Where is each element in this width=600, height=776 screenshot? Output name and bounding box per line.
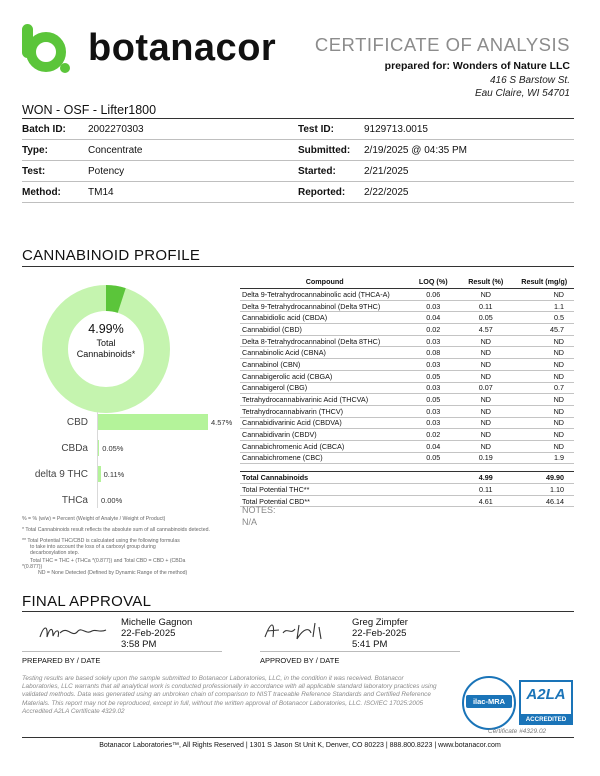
donut-value: 4.99%: [88, 322, 124, 336]
test-label: Test:: [22, 166, 46, 177]
a2la-badge-label: A2LA: [526, 686, 566, 703]
batch-id-value: 2002270303: [88, 124, 144, 135]
reported-value: 2/22/2025: [364, 187, 409, 198]
loq-cell: 0.02: [409, 429, 457, 441]
table-row: [240, 335, 574, 347]
bar-value-label: 4.57%: [211, 418, 233, 427]
result-mgg-cell: 46.14: [514, 495, 574, 507]
table-row: [240, 289, 574, 301]
type-value: Concentrate: [88, 145, 143, 156]
loq-cell: 0.03: [409, 382, 457, 394]
loq-cell: 0.04: [409, 312, 457, 324]
table-row: [240, 359, 574, 371]
divider: [22, 160, 574, 161]
compound-cell: Cannabichromenic Acid (CBCA): [240, 440, 409, 452]
compound-cell: Total Potential CBD**: [240, 495, 409, 507]
ilac-badge: [462, 676, 516, 730]
signature-1-image: [38, 621, 108, 643]
bar-label: CBD: [66, 417, 88, 428]
prepared-for: prepared for: Wonders of Nature LLC: [384, 60, 570, 72]
loq-cell: 0.02: [409, 324, 457, 336]
signature-1-time: 3:58 PM: [121, 639, 157, 650]
divider: [22, 266, 574, 267]
batch-id-label: Batch ID:: [22, 124, 66, 135]
table-row: [240, 370, 574, 382]
compound-cell: Cannabidivarin (CBDV): [240, 429, 409, 441]
signature-2-name: Greg Zimpfer: [352, 617, 408, 628]
result-mgg-cell: ND: [514, 289, 574, 301]
compound-cell: Delta 8-Tetrahydrocannabinol (Delta 8THC): [240, 335, 409, 347]
result-pct-cell: ND: [457, 417, 514, 429]
signature-2-image: [261, 619, 331, 643]
table-row: [240, 324, 574, 336]
brand-name: botanacor: [88, 27, 277, 69]
table-row: [240, 405, 574, 417]
result-pct-cell: 4.99: [457, 472, 514, 484]
col-loq: LOQ (%): [409, 275, 457, 289]
result-pct-cell: ND: [457, 370, 514, 382]
document-title: CERTIFICATE OF ANALYSIS: [314, 34, 570, 55]
botanacor-logo-icon: [20, 22, 72, 74]
footnote: ND = None Detected (Defined by Dynamic Range of the method): [38, 570, 188, 576]
compound-cell: Tetrahydrocannabivarin (THCV): [240, 405, 409, 417]
address-line-1: 416 S Barstow St.: [489, 75, 570, 86]
cannabinoid-bar-chart: [10, 414, 235, 514]
bar: [98, 466, 101, 482]
certificate-number: Certificate #4329.02: [488, 728, 547, 735]
donut-label-2: Cannabinoids*: [76, 349, 136, 359]
table-row: [240, 394, 574, 406]
table-row: [240, 312, 574, 324]
profile-title: CANNABINOID PROFILE: [22, 247, 201, 264]
signature-2-line: [260, 651, 460, 652]
result-pct-cell: ND: [457, 394, 514, 406]
divider: [22, 202, 574, 203]
table-row: [240, 417, 574, 429]
result-pct-cell: ND: [457, 347, 514, 359]
result-mgg-cell: 45.7: [514, 324, 574, 336]
bar-axis: [97, 412, 98, 508]
result-pct-cell: [457, 464, 514, 472]
result-mgg-cell: [514, 464, 574, 472]
loq-cell: 0.06: [409, 289, 457, 301]
footnote: *(0.877)): [22, 564, 43, 570]
results-table: [240, 275, 574, 507]
result-pct-cell: 0.05: [457, 312, 514, 324]
bar-label: delta 9 THC: [34, 469, 88, 480]
signature-1-line: [22, 651, 222, 652]
result-mgg-cell: 49.90: [514, 472, 574, 484]
table-row: [240, 382, 574, 394]
test-id-label: Test ID:: [298, 124, 334, 135]
loq-cell: 0.05: [409, 452, 457, 464]
signature-1-name: Michelle Gagnon: [121, 617, 193, 628]
result-mgg-cell: ND: [514, 370, 574, 382]
result-pct-cell: 4.57: [457, 324, 514, 336]
table-row: [240, 347, 574, 359]
compound-cell: Delta 9-Tetrahydrocannabinolic acid (THCA-A): [240, 289, 409, 301]
result-mgg-cell: 1.1: [514, 300, 574, 312]
signature-2-time: 5:41 PM: [352, 639, 388, 650]
loq-cell: [409, 484, 457, 496]
footnote: decarboxylation step.: [30, 550, 80, 556]
result-mgg-cell: 1.9: [514, 452, 574, 464]
divider: [22, 139, 574, 140]
result-pct-cell: ND: [457, 335, 514, 347]
footnote: to take into account the loss of a carboxyl group during: [30, 544, 156, 550]
signature-1-date: 22-Feb-2025: [121, 628, 176, 639]
divider: [22, 737, 574, 738]
result-mgg-cell: 0.5: [514, 312, 574, 324]
total-row: [240, 484, 574, 496]
loq-cell: 0.03: [409, 335, 457, 347]
result-mgg-cell: ND: [514, 440, 574, 452]
table-header-row: [240, 275, 574, 289]
test-id-value: 9129713.0015: [364, 124, 428, 135]
footnote: * Total Cannabinoids result reflects the absolute sum of all cannabinoids detected.: [22, 527, 210, 533]
result-pct-cell: 0.11: [457, 300, 514, 312]
compound-cell: Cannabidiolic acid (CBDA): [240, 312, 409, 324]
test-value: Potency: [88, 166, 125, 177]
compound-cell: Cannabigerolic acid (CBGA): [240, 370, 409, 382]
table-row: [240, 452, 574, 464]
col-result-pct: Result (%): [457, 275, 514, 289]
result-pct-cell: ND: [457, 405, 514, 417]
bar-value-label: 0.05%: [102, 444, 124, 453]
divider: [22, 118, 574, 119]
table-row: [240, 300, 574, 312]
loq-cell: 0.05: [409, 394, 457, 406]
bar: [98, 414, 208, 430]
compound-cell: Total Potential THC**: [240, 484, 409, 496]
signature-2-date: 22-Feb-2025: [352, 628, 407, 639]
footer-text: Botanacor Laboratories™, All Rights Reserved | 1301 S Jason St Unit K, Denver, CO 80223 | 888.800.8223 | www.botanacor.com: [99, 742, 501, 749]
col-compound: Compound: [240, 275, 409, 289]
submitted-label: Submitted:: [298, 145, 351, 156]
table-spacer-row: [240, 464, 574, 472]
loq-cell: 0.08: [409, 347, 457, 359]
donut-label-1: Total: [96, 338, 116, 348]
approved-by-label: APPROVED BY / DATE: [260, 656, 340, 665]
result-mgg-cell: ND: [514, 347, 574, 359]
loq-cell: 0.03: [409, 300, 457, 312]
bar-value-label: 0.11%: [103, 470, 125, 479]
result-mgg-cell: 0.7: [514, 382, 574, 394]
col-result-mgg: Result (mg/g): [514, 275, 574, 289]
divider: [22, 181, 574, 182]
footnote: Total THC = THC + (THCa *(0.877)) and Total CBD = CBD + (CBDa: [30, 558, 186, 564]
result-mgg-cell: ND: [514, 394, 574, 406]
submitted-value: 2/19/2025 @ 04:35 PM: [364, 145, 467, 156]
loq-cell: 0.04: [409, 440, 457, 452]
loq-cell: [409, 495, 457, 507]
compound-cell: Tetrahydrocannabivarinic Acid (THCVA): [240, 394, 409, 406]
loq-cell: 0.03: [409, 405, 457, 417]
result-mgg-cell: 1.10: [514, 484, 574, 496]
result-pct-cell: ND: [457, 289, 514, 301]
approval-title: FINAL APPROVAL: [22, 593, 152, 610]
donut-arc: [106, 298, 122, 300]
result-mgg-cell: ND: [514, 429, 574, 441]
compound-cell: [240, 464, 409, 472]
notes-label: NOTES:: [242, 505, 276, 515]
result-pct-cell: 4.61: [457, 495, 514, 507]
product-name: WON - OSF - Lifter1800: [22, 103, 157, 117]
bar-label: CBDa: [61, 443, 88, 454]
total-row: [240, 495, 574, 507]
footnote: ** Total Potential THC/CBD is calculated using the following formulas: [22, 538, 180, 544]
table-row: [240, 440, 574, 452]
result-mgg-cell: ND: [514, 359, 574, 371]
table-row: [240, 429, 574, 441]
compound-cell: Cannabigerol (CBG): [240, 382, 409, 394]
a2la-badge: [519, 680, 573, 718]
loq-cell: [409, 472, 457, 484]
method-value: TM14: [88, 187, 114, 198]
result-mgg-cell: ND: [514, 405, 574, 417]
compound-cell: Cannabidiol (CBD): [240, 324, 409, 336]
compound-cell: Cannabinol (CBN): [240, 359, 409, 371]
address-line-2: Eau Claire, WI 54701: [474, 88, 570, 99]
disclaimer-text: Testing results are based solely upon the sample submitted to Botanacor Laboratories, LLC, in the condition it was received. Botanacor Laboratories, LLC warrants that all analytical work is conducted professionally in accordance with all applicable standard laboratory practices using validated methods. Data was generated using an unbroken chain of comparison to NIST traceable Reference Standards and Certified Reference Materials. This report may not be reproduced, except in full, without the written approval of Botanacor Laboratories, LLC. ISO/IEC 17025:2005 Accredited A2LA Certificate 4329.02: [22, 675, 437, 715]
compound-cell: Delta 9-Tetrahydrocannabinol (Delta 9THC): [240, 300, 409, 312]
accredited-label: ACCREDITED: [519, 714, 573, 725]
loq-cell: [409, 464, 457, 472]
ilac-badge-label: ilac-MRA: [466, 695, 512, 708]
compound-cell: Cannabinolic Acid (CBNA): [240, 347, 409, 359]
result-pct-cell: 0.11: [457, 484, 514, 496]
result-pct-cell: ND: [457, 440, 514, 452]
started-value: 2/21/2025: [364, 166, 409, 177]
result-pct-cell: 0.07: [457, 382, 514, 394]
loq-cell: 0.03: [409, 417, 457, 429]
divider: [22, 611, 574, 612]
bar-label: THCa: [61, 495, 88, 506]
method-label: Method:: [22, 187, 61, 198]
compound-cell: Cannabichromene (CBC): [240, 452, 409, 464]
footnote: % = % (w/w) = Percent (Weight of Analyte / Weight of Product): [22, 516, 166, 522]
result-mgg-cell: ND: [514, 335, 574, 347]
bar-value-label: 0.00%: [101, 496, 123, 505]
loq-cell: 0.03: [409, 359, 457, 371]
compound-cell: Cannabidivarinic Acid (CBDVA): [240, 417, 409, 429]
type-label: Type:: [22, 145, 48, 156]
loq-cell: 0.05: [409, 370, 457, 382]
result-mgg-cell: ND: [514, 417, 574, 429]
result-pct-cell: 0.19: [457, 452, 514, 464]
result-pct-cell: ND: [457, 359, 514, 371]
total-row: [240, 472, 574, 484]
compound-cell: Total Cannabinoids: [240, 472, 409, 484]
result-pct-cell: ND: [457, 429, 514, 441]
started-label: Started:: [298, 166, 336, 177]
reported-label: Reported:: [298, 187, 346, 198]
prepared-by-label: PREPARED BY / DATE: [22, 656, 101, 665]
bar: [98, 440, 99, 456]
notes-value: N/A: [242, 517, 258, 527]
